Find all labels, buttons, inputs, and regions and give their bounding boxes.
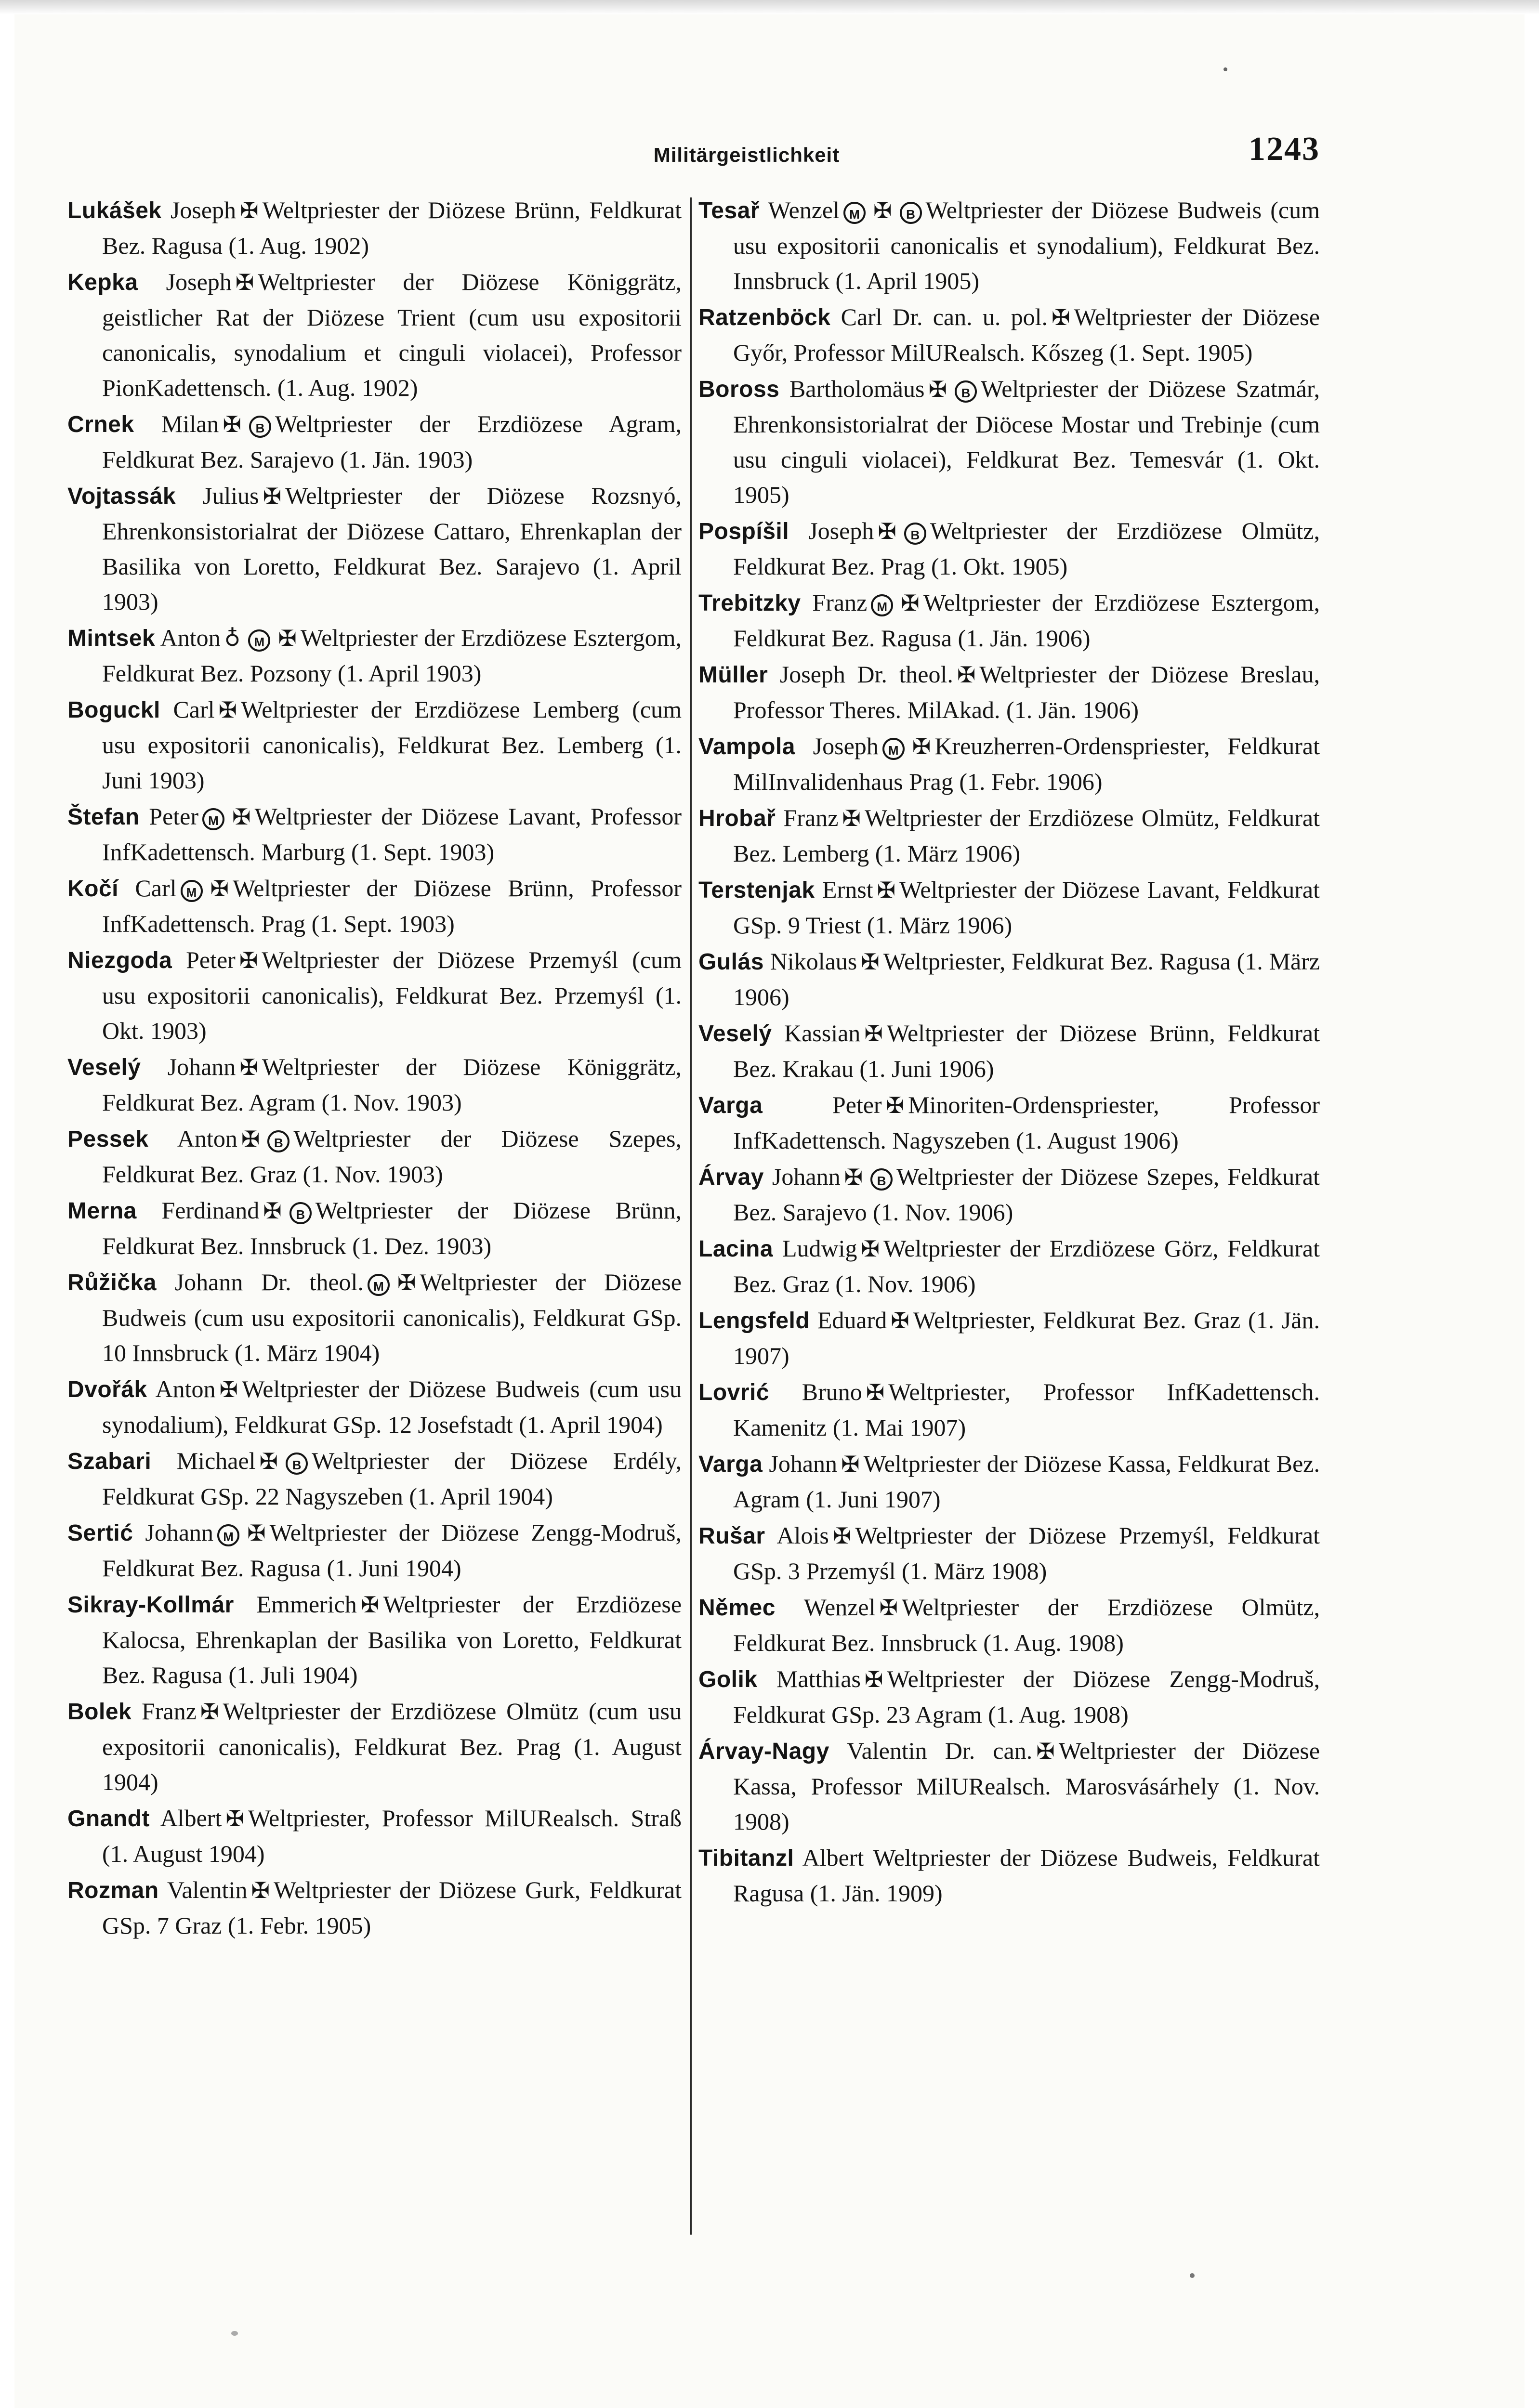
entry	[67, 620, 682, 691]
entry-text: Weltpriester der Diözese Brünn, Feldkurat Bez. Ragusa (1. Aug. 1902)	[102, 196, 682, 259]
entry-given-name: Peter	[832, 1091, 882, 1118]
cross-pattee-icon: ✠	[873, 197, 892, 223]
entry-text: Weltpriester, Professor InfKadettensch. Kamenitz (1. Mai 1907)	[733, 1378, 1320, 1441]
entry-given-name: Johann Dr. theol.	[174, 1269, 364, 1296]
entry-given-name: Joseph	[170, 196, 237, 223]
entry-given-name: Matthias	[776, 1665, 861, 1692]
entry-given-name: Ernst	[822, 876, 873, 903]
entry	[67, 1265, 682, 1371]
entry	[67, 1587, 682, 1693]
entry-given-name: Albert	[160, 1805, 222, 1832]
entry	[698, 193, 1320, 299]
entry-given-name: Anton	[177, 1125, 237, 1152]
cross-pattee-icon: ✠	[841, 1451, 860, 1477]
entry-surname: Boguckl	[67, 697, 160, 723]
cross-pattee-icon: ✠	[210, 876, 229, 902]
entry	[67, 193, 682, 263]
running-head: Militärgeistlichkeit	[653, 144, 840, 166]
entry-surname: Růžička	[67, 1270, 157, 1296]
entry-given-name: Michael	[176, 1447, 256, 1474]
cross-pattee-icon: ✠	[842, 805, 861, 831]
entry-surname: Sertić	[67, 1520, 133, 1546]
scan-speck	[1223, 67, 1227, 71]
medal-b-icon: B	[249, 416, 271, 438]
entry-given-name: Carl Dr. can. u. pol.	[841, 303, 1048, 330]
entry-text: Weltpriester der Diözese Szepes, Feldkurat Bez. Graz (1. Nov. 1903)	[102, 1125, 682, 1188]
entry	[67, 478, 682, 619]
cross-pattee-icon: ✠	[241, 1126, 260, 1152]
entry-surname: Němec	[698, 1595, 776, 1621]
entry-text: Weltpriester der Diözese Gurk, Feldkurat GSp. 7 Graz (1. Febr. 1905)	[102, 1876, 682, 1939]
cross-pattee-icon: ✠	[844, 1164, 863, 1190]
cross-pattee-icon: ✠	[240, 197, 259, 223]
entry	[698, 1016, 1320, 1086]
cross-pattee-icon: ✠	[957, 662, 976, 688]
entry	[698, 872, 1320, 943]
entry-surname: Vampola	[698, 734, 795, 759]
right-column	[698, 193, 1320, 1912]
entry-given-name: Anton	[160, 624, 221, 651]
entry-given-name: Joseph	[166, 268, 232, 295]
entry	[67, 1193, 682, 1264]
entry	[698, 1303, 1320, 1374]
entry-surname: Gulás	[698, 949, 764, 975]
entry-given-name: Peter	[149, 803, 199, 830]
entry-surname: Tibitanzl	[698, 1845, 794, 1871]
cross-pattee-icon: ✠	[885, 1092, 905, 1118]
bell-icon: ♁	[224, 625, 241, 651]
cross-pattee-icon: ✠	[239, 947, 258, 973]
entry-surname: Árvay	[698, 1165, 764, 1190]
entry-surname: Tesař	[698, 198, 760, 223]
cross-pattee-icon: ✠	[891, 1308, 909, 1334]
entry-text: Weltpriester der Diözese Budweis, Feldkurat Ragusa (1. Jän. 1909)	[733, 1844, 1320, 1907]
cross-pattee-icon: ✠	[877, 877, 896, 903]
medal-b-icon: B	[286, 1453, 308, 1475]
entry	[698, 300, 1320, 370]
entry-given-name: Ludwig	[782, 1235, 857, 1262]
left-column	[67, 193, 682, 1944]
entry-surname: Mintsek	[67, 626, 156, 651]
entry	[698, 1733, 1320, 1839]
entry-given-name: Emmerich	[256, 1591, 357, 1618]
entry	[698, 1231, 1320, 1302]
cross-pattee-icon: ✠	[397, 1269, 416, 1296]
entry-text: Weltpriester der Erzdiözese Esztergom, Feldkurat Bez. Pozsony (1. April 1903)	[102, 624, 682, 687]
entry-text: Weltpriester der Diözese Lavant, Feldkurat GSp. 9 Triest (1. März 1906)	[733, 876, 1320, 939]
entry-surname: Lovrić	[698, 1380, 770, 1405]
entry-given-name: Bruno	[802, 1378, 862, 1405]
cross-pattee-icon: ✠	[251, 1877, 270, 1903]
entry-given-name: Eduard	[817, 1307, 887, 1334]
entry-given-name: Wenzel	[768, 196, 840, 223]
entry-text: Weltpriester der Erzdiözese Lemberg (cum usu expositorii canonicalis), Feldkurat Bez. Lemberg (1. Juni 1903)	[102, 696, 682, 794]
entry	[698, 1087, 1320, 1158]
entry-text: Weltpriester der Erzdiözese Olmütz, Feldkurat Bez. Innsbruck (1. Aug. 1908)	[733, 1594, 1320, 1656]
entry-text: Minoriten-Ordenspriester, Professor InfKadettensch. Nagyszeben (1. August 1906)	[733, 1091, 1320, 1154]
entry-text: Weltpriester der Erzdiözese Kalocsa, Ehrenkaplan der Basilika von Loretto, Feldkurat Bez. Ragusa (1. Juli 1904)	[102, 1591, 682, 1688]
entry	[698, 1374, 1320, 1445]
entry-text: Weltpriester der Diözese Rozsnyó, Ehrenkonsistorialrat der Diözese Cattaro, Ehrenkaplan der Basilika von Loretto, Feldkurat Bez. Sarajevo (1. April 1903)	[102, 482, 682, 615]
medal-m-icon: M	[217, 1524, 239, 1546]
scan-edge	[0, 0, 1539, 14]
entry-given-name: Wenzel	[803, 1594, 876, 1621]
entry-given-name: Milan	[161, 410, 219, 437]
column-divider	[690, 197, 692, 2235]
entry-text: Weltpriester der Erzdiözese Olmütz, Feldkurat Bez. Prag (1. Okt. 1905)	[733, 517, 1320, 580]
entry	[67, 1372, 682, 1442]
cross-pattee-icon: ✠	[278, 625, 297, 651]
entry-given-name: Valentin	[167, 1876, 248, 1903]
medal-m-icon: M	[368, 1274, 390, 1296]
entry-surname: Rušar	[698, 1523, 765, 1549]
cross-pattee-icon: ✠	[200, 1699, 219, 1725]
entry-text: Weltpriester, Feldkurat Bez. Graz (1. Jän. 1907)	[733, 1307, 1320, 1369]
entry	[67, 799, 682, 870]
entry-given-name: Johann	[167, 1053, 236, 1080]
entry-text: Weltpriester der Diözese Lavant, Professor InfKadettensch. Marburg (1. Sept. 1903)	[102, 803, 682, 865]
entry	[67, 1443, 682, 1514]
entry-surname: Gnandt	[67, 1806, 150, 1832]
medal-b-icon: B	[289, 1202, 312, 1224]
entry-given-name: Albert	[802, 1844, 864, 1871]
entry-given-name: Nikolaus	[770, 948, 857, 975]
entry-given-name: Valentin Dr. can.	[847, 1737, 1033, 1764]
cross-pattee-icon: ✠	[861, 949, 880, 975]
entry-given-name: Johann	[772, 1163, 841, 1190]
entry-text: Weltpriester der Diözese Szepes, Feldkurat Bez. Sarajevo (1. Nov. 1906)	[733, 1163, 1320, 1226]
entry-given-name: Kassian	[784, 1020, 861, 1047]
entry-given-name: Joseph	[813, 733, 879, 759]
entry-text: Weltpriester der Diözese Erdély, Feldkurat GSp. 22 Nagyszeben (1. April 1904)	[102, 1447, 682, 1510]
entry-given-name: Franz	[783, 804, 839, 831]
cross-pattee-icon: ✠	[235, 269, 254, 295]
entry	[67, 871, 682, 942]
entry-given-name: Julius	[202, 482, 259, 509]
entry-text: Weltpriester der Diözese Przemyśl, Feldkurat GSp. 3 Przemyśl (1. März 1908)	[733, 1522, 1320, 1584]
entry-text: Weltpriester der Diözese Brünn, Professor InfKadettensch. Prag (1. Sept. 1903)	[102, 875, 682, 937]
entry-text: Weltpriester der Diözese Kassa, Professor MilURealsch. Marosvásárhely (1. Nov. 1908)	[733, 1737, 1320, 1835]
entry-given-name: Ferdinand	[161, 1197, 260, 1224]
entry-surname: Müller	[698, 662, 768, 688]
entry	[698, 729, 1320, 799]
entry	[698, 1159, 1320, 1230]
entry-given-name: Anton	[155, 1375, 216, 1402]
cross-pattee-icon: ✠	[360, 1592, 380, 1618]
entry-surname: Boross	[698, 377, 780, 402]
entry-surname: Varga	[698, 1093, 763, 1118]
entry	[698, 1840, 1320, 1911]
entry-surname: Sikray-Kollmár	[67, 1592, 234, 1618]
entry-surname: Merna	[67, 1198, 137, 1224]
entry-given-name: Bartholomäus	[789, 375, 925, 402]
medal-b-icon: B	[904, 523, 926, 545]
cross-pattee-icon: ✠	[861, 1236, 880, 1262]
entry	[698, 944, 1320, 1015]
cross-pattee-icon: ✠	[263, 483, 282, 509]
entry-text: Weltpriester der Erzdiözese Görz, Feldkurat Bez. Graz (1. Nov. 1906)	[733, 1235, 1320, 1297]
medal-b-icon: B	[900, 202, 922, 224]
entry-given-name: Johann	[145, 1519, 214, 1546]
entry-surname: Lacina	[698, 1236, 774, 1262]
entry-surname: Szabari	[67, 1449, 152, 1474]
entry	[67, 1872, 682, 1943]
medal-b-icon: B	[955, 380, 977, 403]
entry-text: Weltpriester der Erzdiözese Esztergom, Feldkurat Bez. Ragusa (1. Jän. 1906)	[733, 589, 1320, 652]
entry-text: Weltpriester der Diözese Kassa, Feldkurat Bez. Agram (1. Juni 1907)	[733, 1450, 1320, 1513]
entry-surname: Štefan	[67, 804, 140, 830]
entry-text: Weltpriester der Erzdiözese Olmütz, Feldkurat Bez. Lemberg (1. März 1906)	[733, 804, 1320, 867]
entry-surname: Pessek	[67, 1126, 149, 1152]
entry	[67, 1694, 682, 1800]
entry-given-name: Joseph	[808, 517, 874, 544]
entry	[67, 692, 682, 798]
entry	[67, 1049, 682, 1120]
entry-surname: Dvořák	[67, 1377, 147, 1402]
medal-m-icon: M	[248, 629, 270, 652]
cross-pattee-icon: ✠	[901, 590, 920, 616]
entry	[67, 1515, 682, 1586]
cross-pattee-icon: ✠	[866, 1379, 885, 1405]
entry-given-name: Franz	[142, 1698, 197, 1725]
entry-given-name: Peter	[186, 946, 236, 973]
entry-text: Weltpriester der Diözese Königgrätz, geistlicher Rat der Diözese Trient (cum usu expositorii canonicalis, synodalium et cinguli violacei), Professor PionKadettensch. (1. Aug. 1902)	[102, 268, 682, 401]
cross-pattee-icon: ✠	[223, 411, 241, 437]
cross-pattee-icon: ✠	[247, 1520, 266, 1546]
entry	[67, 264, 682, 406]
entry	[698, 1590, 1320, 1661]
page-number: 1243	[1249, 131, 1320, 168]
cross-pattee-icon: ✠	[864, 1666, 883, 1692]
entry	[698, 1662, 1320, 1732]
entry-surname: Kepka	[67, 270, 138, 295]
cross-pattee-icon: ✠	[219, 1376, 238, 1402]
entry-given-name: Carl	[135, 875, 177, 902]
page-header	[67, 130, 1320, 183]
cross-pattee-icon: ✠	[864, 1021, 883, 1047]
entry	[698, 371, 1320, 512]
medal-b-icon: B	[870, 1168, 893, 1191]
entry-given-name: Carl	[173, 696, 215, 723]
entry-surname: Hrobař	[698, 806, 776, 831]
cross-pattee-icon: ✠	[879, 1595, 898, 1621]
entry-surname: Varga	[698, 1452, 763, 1477]
entry-surname: Árvay-Nagy	[698, 1739, 829, 1764]
entry-text: Weltpriester der Diözese Zengg-Modruš, Feldkurat Bez. Ragusa (1. Juni 1904)	[102, 1519, 682, 1582]
cross-pattee-icon: ✠	[832, 1523, 852, 1549]
cross-pattee-icon: ✠	[225, 1806, 244, 1832]
entry-text: Kreuzherren-Ordenspriester, Feldkurat MilInvalidenhaus Prag (1. Febr. 1906)	[733, 733, 1320, 795]
entry-text: Weltpriester der Diözese Szatmár, Ehrenkonsistorialrat der Diöcese Mostar und Trebinje (cum usu cinguli violacei), Feldkurat Bez. Temesvár (1. Okt. 1905)	[733, 375, 1320, 508]
entry	[67, 406, 682, 477]
entry-surname: Veselý	[698, 1021, 772, 1047]
entry	[698, 657, 1320, 728]
scan-speck	[1190, 2273, 1195, 2278]
medal-b-icon: B	[267, 1130, 289, 1152]
entry-surname: Pospíšil	[698, 519, 789, 544]
entry-text: Weltpriester der Diözese Brünn, Feldkurat Bez. Krakau (1. Juni 1906)	[733, 1020, 1320, 1082]
entry-surname: Lukášek	[67, 198, 162, 223]
entry-given-name: Johann	[769, 1450, 838, 1477]
cross-pattee-icon: ✠	[259, 1448, 278, 1474]
entry-text: Weltpriester der Erzdiözese Agram, Feldkurat Bez. Sarajevo (1. Jän. 1903)	[102, 410, 682, 473]
entry-given-name: Franz	[812, 589, 868, 616]
cross-pattee-icon: ✠	[912, 733, 931, 759]
entry-given-name: Alois	[776, 1522, 829, 1549]
medal-m-icon: M	[843, 202, 866, 224]
entry-surname: Rozman	[67, 1878, 159, 1903]
medal-m-icon: M	[202, 808, 224, 830]
entry	[67, 1121, 682, 1192]
entry-text: Weltpriester der Diözese Przemyśl (cum usu expositorii canonicalis), Feldkurat Bez. Przemyśl (1. Okt. 1903)	[102, 946, 682, 1044]
entry-surname: Kočí	[67, 876, 119, 902]
entry	[698, 585, 1320, 656]
entry-text: Weltpriester der Erzdiözese Olmütz (cum usu expositorii canonicalis), Feldkurat Bez. Prag (1. August 1904)	[102, 1698, 682, 1795]
cross-pattee-icon: ✠	[1036, 1738, 1055, 1764]
entry-surname: Vojtassák	[67, 484, 176, 509]
entry-surname: Crnek	[67, 412, 134, 437]
entry-surname: Niezgoda	[67, 948, 172, 973]
entry-surname: Bolek	[67, 1699, 132, 1725]
entry-text: Weltpriester der Diözese Győr, Professor MilURealsch. Kőszeg (1. Sept. 1905)	[733, 303, 1320, 366]
cross-pattee-icon: ✠	[232, 804, 251, 830]
entry-text: Weltpriester der Diözese Brünn, Feldkurat Bez. Innsbruck (1. Dez. 1903)	[102, 1197, 682, 1259]
entry-text: Weltpriester, Feldkurat Bez. Ragusa (1. März 1906)	[733, 948, 1320, 1010]
entry-given-name: Joseph Dr. theol.	[779, 661, 953, 688]
cross-pattee-icon: ✠	[1051, 304, 1070, 330]
medal-m-icon: M	[882, 738, 905, 760]
entry-text: Weltpriester, Professor MilURealsch. Straß (1. August 1904)	[102, 1805, 682, 1867]
cross-pattee-icon: ✠	[239, 1054, 258, 1080]
entry-surname: Trebitzky	[698, 590, 801, 616]
entry	[67, 1801, 682, 1871]
entry	[698, 1446, 1320, 1517]
entry	[67, 942, 682, 1048]
entry-text: Weltpriester der Diözese Budweis (cum usu expositorii canonicalis), Feldkurat GSp. 10 Innsbruck (1. März 1904)	[102, 1269, 682, 1366]
scan-speck	[231, 2331, 238, 2336]
entry	[698, 800, 1320, 871]
entry	[698, 513, 1320, 584]
medal-m-icon: M	[181, 880, 203, 902]
entry-surname: Lengsfeld	[698, 1308, 810, 1334]
entry-text: Weltpriester der Diözese Budweis (cum usu synodalium), Feldkurat GSp. 12 Josefstadt (1. April 1904)	[102, 1375, 682, 1438]
cross-pattee-icon: ✠	[263, 1198, 282, 1224]
entry-surname: Golik	[698, 1667, 758, 1692]
entry-surname: Ratzenböck	[698, 305, 831, 330]
entry	[698, 1518, 1320, 1589]
entry-text: Weltpriester der Diözese Königgrätz, Feldkurat Bez. Agram (1. Nov. 1903)	[102, 1053, 682, 1116]
entry-text: Weltpriester der Diözese Breslau, Professor Theres. MilAkad. (1. Jän. 1906)	[733, 661, 1320, 723]
entry-text: Weltpriester der Diözese Budweis (cum usu expositorii canonicalis et synodalium), Feldkurat Bez. Innsbruck (1. April 1905)	[733, 196, 1320, 294]
cross-pattee-icon: ✠	[878, 518, 896, 544]
medal-m-icon: M	[871, 594, 893, 616]
entry-text: Weltpriester der Diözese Zengg-Modruš, Feldkurat GSp. 23 Agram (1. Aug. 1908)	[733, 1665, 1320, 1728]
entry-surname: Veselý	[67, 1055, 141, 1080]
cross-pattee-icon: ✠	[928, 376, 947, 402]
entry-surname: Terstenjak	[698, 877, 815, 903]
cross-pattee-icon: ✠	[218, 697, 237, 723]
